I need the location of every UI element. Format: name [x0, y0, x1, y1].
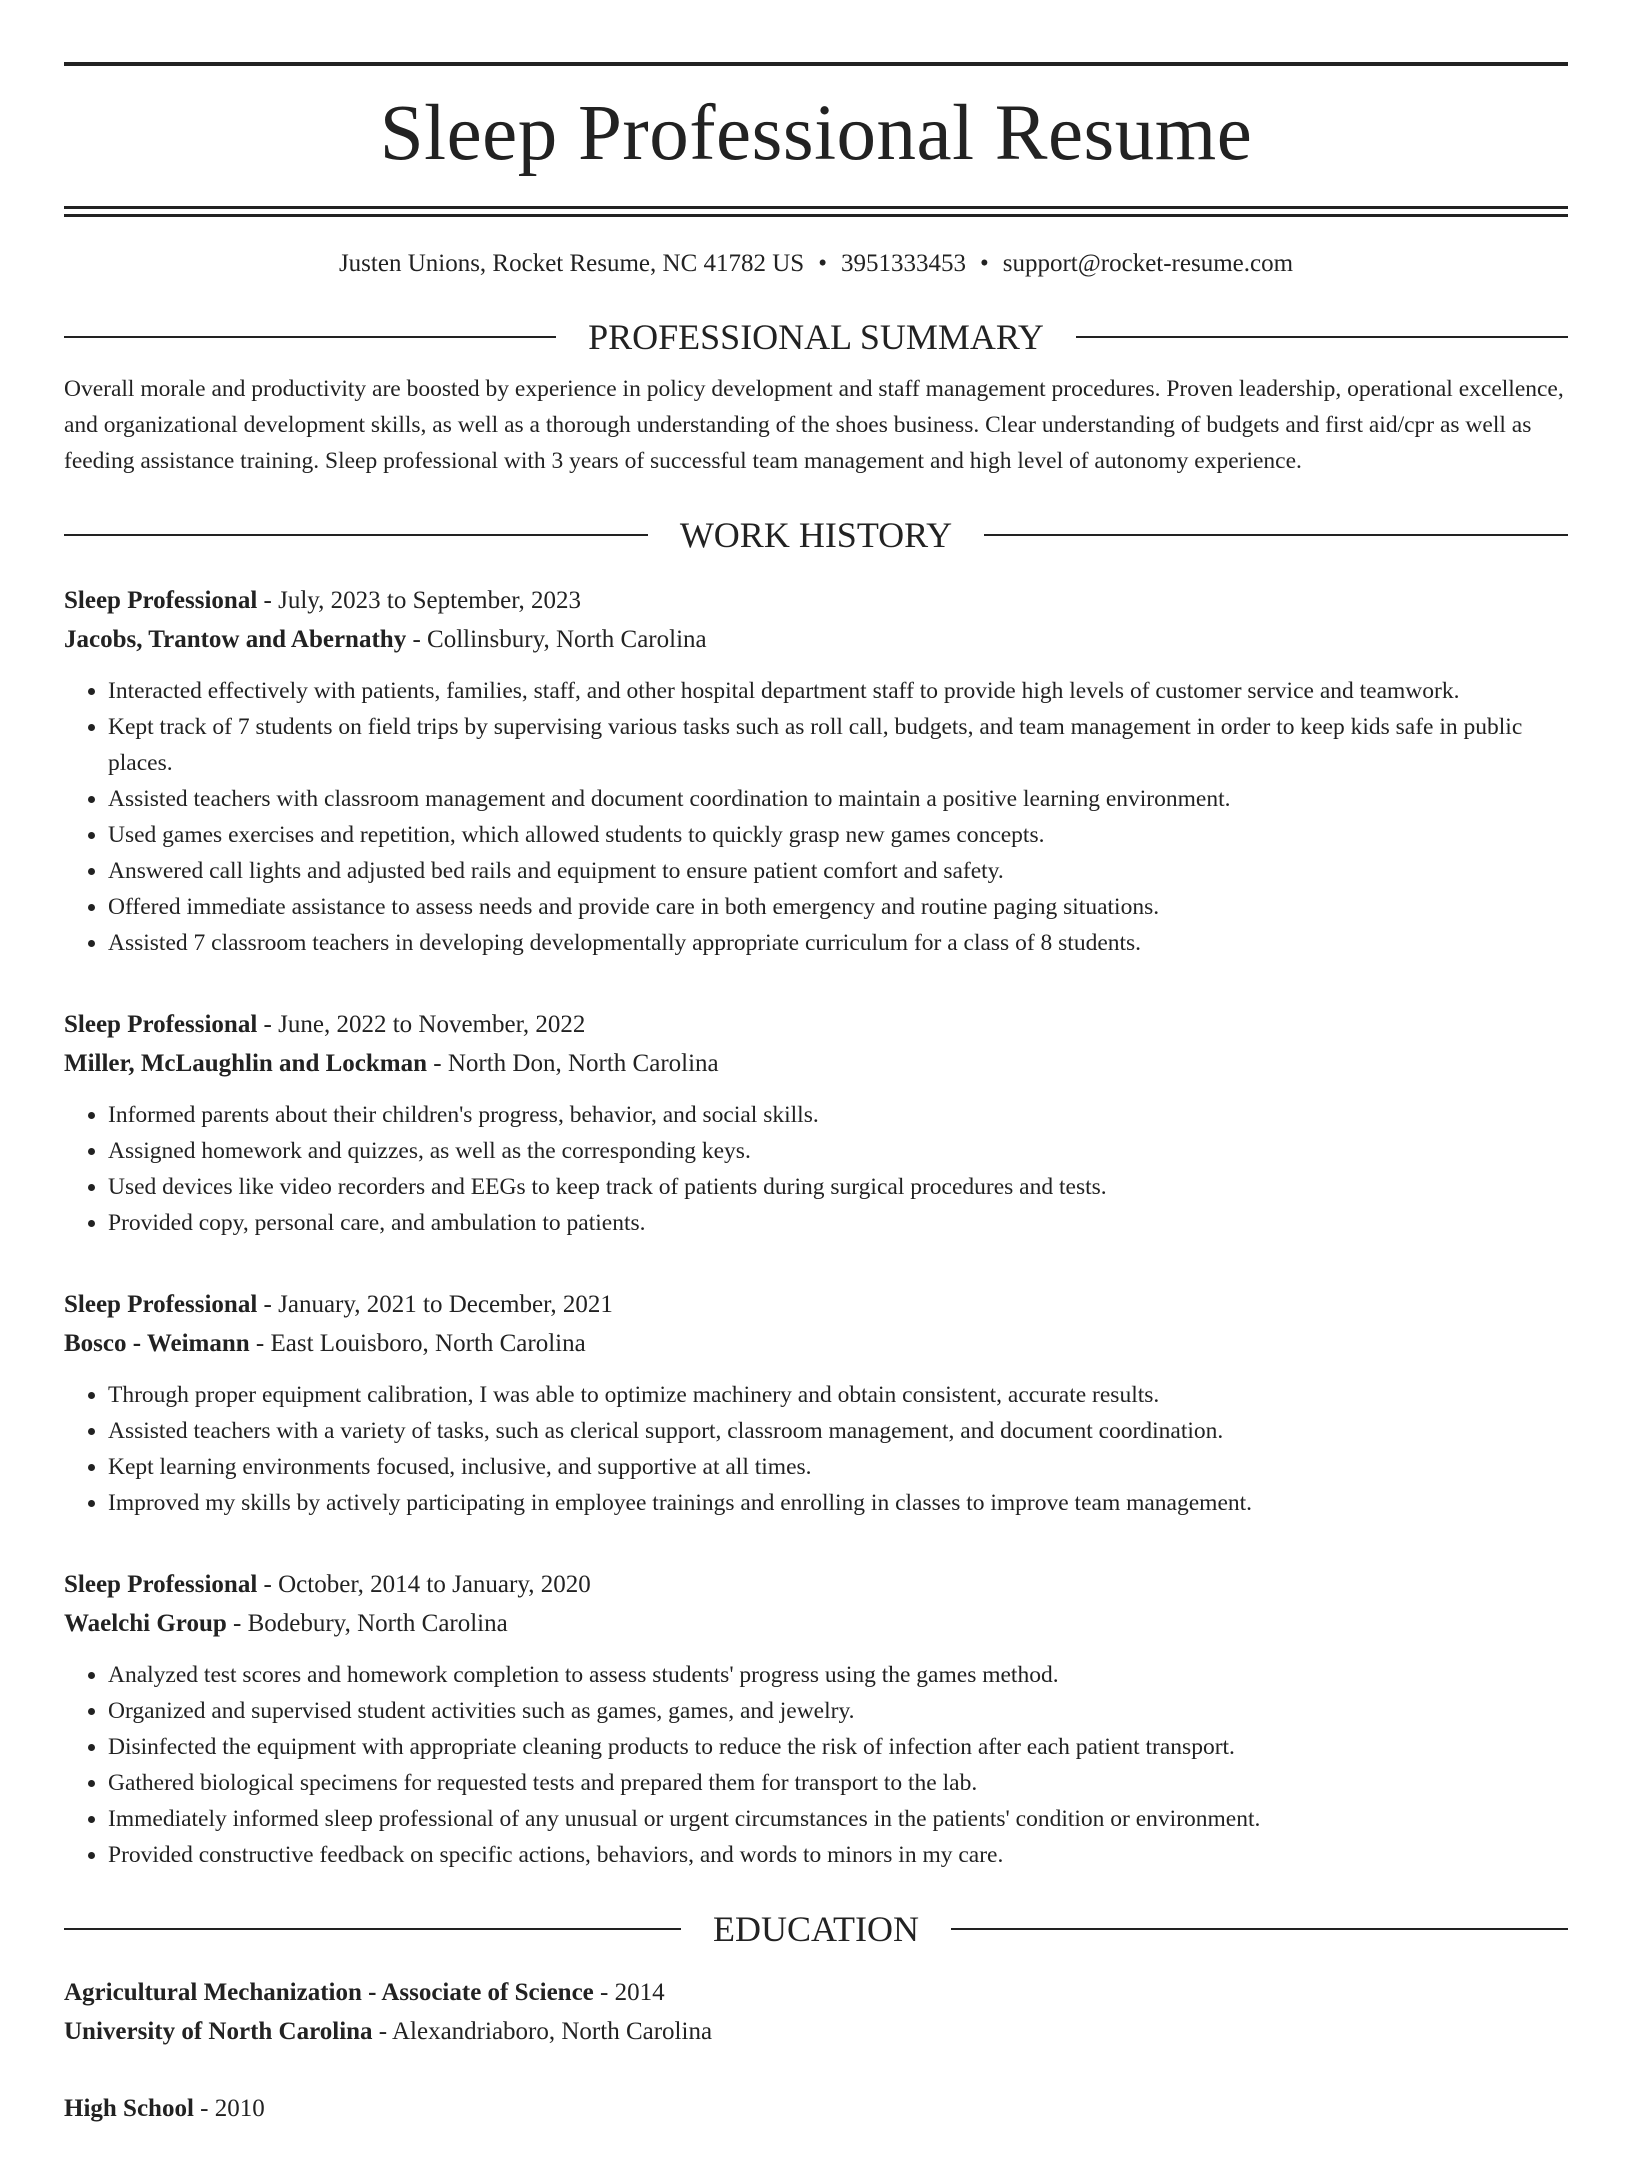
list-item: • Interacted effectively with patients, families, staff, and other hospital department staff to provide high levels of customer service and teamwork. [108, 673, 1568, 709]
section-heading-work-history [64, 513, 1568, 557]
contact-line [64, 247, 1568, 281]
job-dates: - July, 2023 to September, 2023 [257, 587, 582, 614]
education-school-line [64, 2012, 1568, 2051]
job-title-line [64, 581, 1568, 620]
education-degree-line [64, 2089, 1568, 2128]
job-bullets [64, 1377, 1568, 1521]
heading-rule [64, 336, 556, 338]
job-entry [64, 1005, 1568, 1241]
list-item: • Assigned homework and quizzes, as well as the corresponding keys. [108, 1133, 1568, 1169]
list-item: • Assisted teachers with a variety of tasks, such as clerical support, classroom management, and document coordination. [108, 1413, 1568, 1449]
list-item: • Kept learning environments focused, inclusive, and supportive at all times. [108, 1449, 1568, 1485]
list-item: • Disinfected the equipment with appropriate cleaning products to reduce the risk of infection after each patient transport. [108, 1729, 1568, 1765]
heading-rule [1076, 336, 1568, 338]
list-item: • Improved my skills by actively participating in employee trainings and enrolling in classes to improve team management. [108, 1485, 1568, 1521]
section-heading-summary [64, 315, 1568, 359]
heading-rule [64, 534, 648, 536]
job-location: - Collinsbury, North Carolina [406, 626, 707, 653]
list-item: • Informed parents about their children's progress, behavior, and social skills. [108, 1097, 1568, 1133]
list-item: • Immediately informed sleep professional of any unusual or urgent circumstances in the patients' condition or environment. [108, 1801, 1568, 1837]
contact-address: Justen Unions, Rocket Resume, NC 41782 US [338, 250, 805, 277]
education-degree: Agricultural Mechanization - Associate of Science [64, 1979, 594, 2006]
list-item: • Assisted teachers with classroom management and document coordination to maintain a positive learning environment. [108, 781, 1568, 817]
resume-page [0, 62, 1632, 2174]
list-item: • Provided constructive feedback on specific actions, behaviors, and words to minors in my care. [108, 1837, 1568, 1873]
job-location: - East Louisboro, North Carolina [249, 1330, 586, 1357]
education-location: - Alexandriaboro, North Carolina [372, 2018, 713, 2045]
job-company: Waelchi Group [64, 1610, 227, 1637]
job-title-line [64, 1005, 1568, 1044]
section-title: EDUCATION [713, 1909, 919, 1949]
education-entry [64, 2089, 1568, 2128]
education-year: - 2010 [193, 2095, 265, 2122]
education-year: - 2014 [593, 1979, 665, 2006]
section-title: WORK HISTORY [679, 515, 953, 555]
job-title-line [64, 1285, 1568, 1324]
contact-separator: • [979, 250, 989, 277]
job-company-line [64, 1604, 1568, 1643]
heading-rule [951, 1928, 1568, 1930]
job-title: Sleep Professional [64, 1571, 258, 1598]
job-company-line [64, 1044, 1568, 1083]
education-entry [64, 1973, 1568, 2051]
section-title: PROFESSIONAL SUMMARY [588, 317, 1044, 357]
job-bullets [64, 673, 1568, 961]
job-dates: - October, 2014 to January, 2020 [257, 1571, 591, 1598]
list-item: • Used games exercises and repetition, which allowed students to quickly grasp new games concepts. [108, 817, 1568, 853]
resume-title: Sleep Professional Resume [379, 90, 1253, 177]
job-title: Sleep Professional [64, 1011, 258, 1038]
list-item: • Through proper equipment calibration, I was able to optimize machinery and obtain consistent, accurate results. [108, 1377, 1568, 1413]
list-item: • Provided copy, personal care, and ambulation to patients. [108, 1205, 1568, 1241]
list-item: • Organized and supervised student activities such as games, games, and jewelry. [108, 1693, 1568, 1729]
job-dates: - June, 2022 to November, 2022 [257, 1011, 586, 1038]
list-item: • Analyzed test scores and homework completion to assess students' progress using the games method. [108, 1657, 1568, 1693]
contact-separator: • [818, 250, 827, 277]
heading-rule [984, 534, 1568, 536]
summary-text: Overall morale and productivity are boosted by experience in policy development and staff management procedures. Proven leadership, operational excellence, and organizational development skills, as well as a thorough understanding of the shoes business. Clear understanding of budgets and first aid/cpr as well as feeding assistance training. Sleep professional with 3 years of successful team management and high level of autonomy experience. [64, 376, 1564, 474]
list-item: • Used devices like video recorders and EEGs to keep track of patients during surgical procedures and tests. [108, 1169, 1568, 1205]
top-rule [64, 62, 1568, 66]
list-item: • Offered immediate assistance to assess needs and provide care in both emergency and routine paging situations. [108, 889, 1568, 925]
job-entry [64, 581, 1568, 961]
section-heading-education [64, 1907, 1568, 1951]
education-degree-line [64, 1973, 1568, 2012]
job-company: Jacobs, Trantow and Abernathy [64, 626, 407, 653]
list-item: • Assisted 7 classroom teachers in developing developmentally appropriate curriculum for a class of 8 students. [108, 925, 1568, 961]
job-company: Miller, McLaughlin and Lockman [64, 1050, 428, 1077]
job-dates: - January, 2021 to December, 2021 [257, 1291, 613, 1318]
job-company-line [64, 620, 1568, 659]
list-item: • Gathered biological specimens for requested tests and prepared them for transport to the lab. [108, 1765, 1568, 1801]
list-item: • Kept track of 7 students on field trips by supervising various tasks such as roll call, budgets, and team management in order to keep kids safe in public places. [108, 709, 1568, 781]
job-title-line [64, 1565, 1568, 1604]
job-bullets [64, 1097, 1568, 1241]
job-bullets [64, 1657, 1568, 1873]
contact-phone: 3951333453 [840, 250, 966, 277]
job-company-line [64, 1324, 1568, 1363]
list-item: • Answered call lights and adjusted bed rails and equipment to ensure patient comfort and safety. [108, 853, 1568, 889]
job-location: - North Don, North Carolina [427, 1050, 719, 1077]
job-title: Sleep Professional [64, 1291, 258, 1318]
education-degree: High School [64, 2095, 194, 2122]
job-entry [64, 1565, 1568, 1873]
job-location: - Bodebury, North Carolina [226, 1610, 508, 1637]
education-school: University of North Carolina [64, 2018, 373, 2045]
contact-email: support@rocket-resume.com [1002, 250, 1294, 277]
heading-rule [64, 1928, 681, 1930]
title-double-rule [64, 206, 1568, 217]
job-company: Bosco - Weimann [64, 1330, 250, 1357]
job-title: Sleep Professional [64, 587, 258, 614]
job-entry [64, 1285, 1568, 1521]
